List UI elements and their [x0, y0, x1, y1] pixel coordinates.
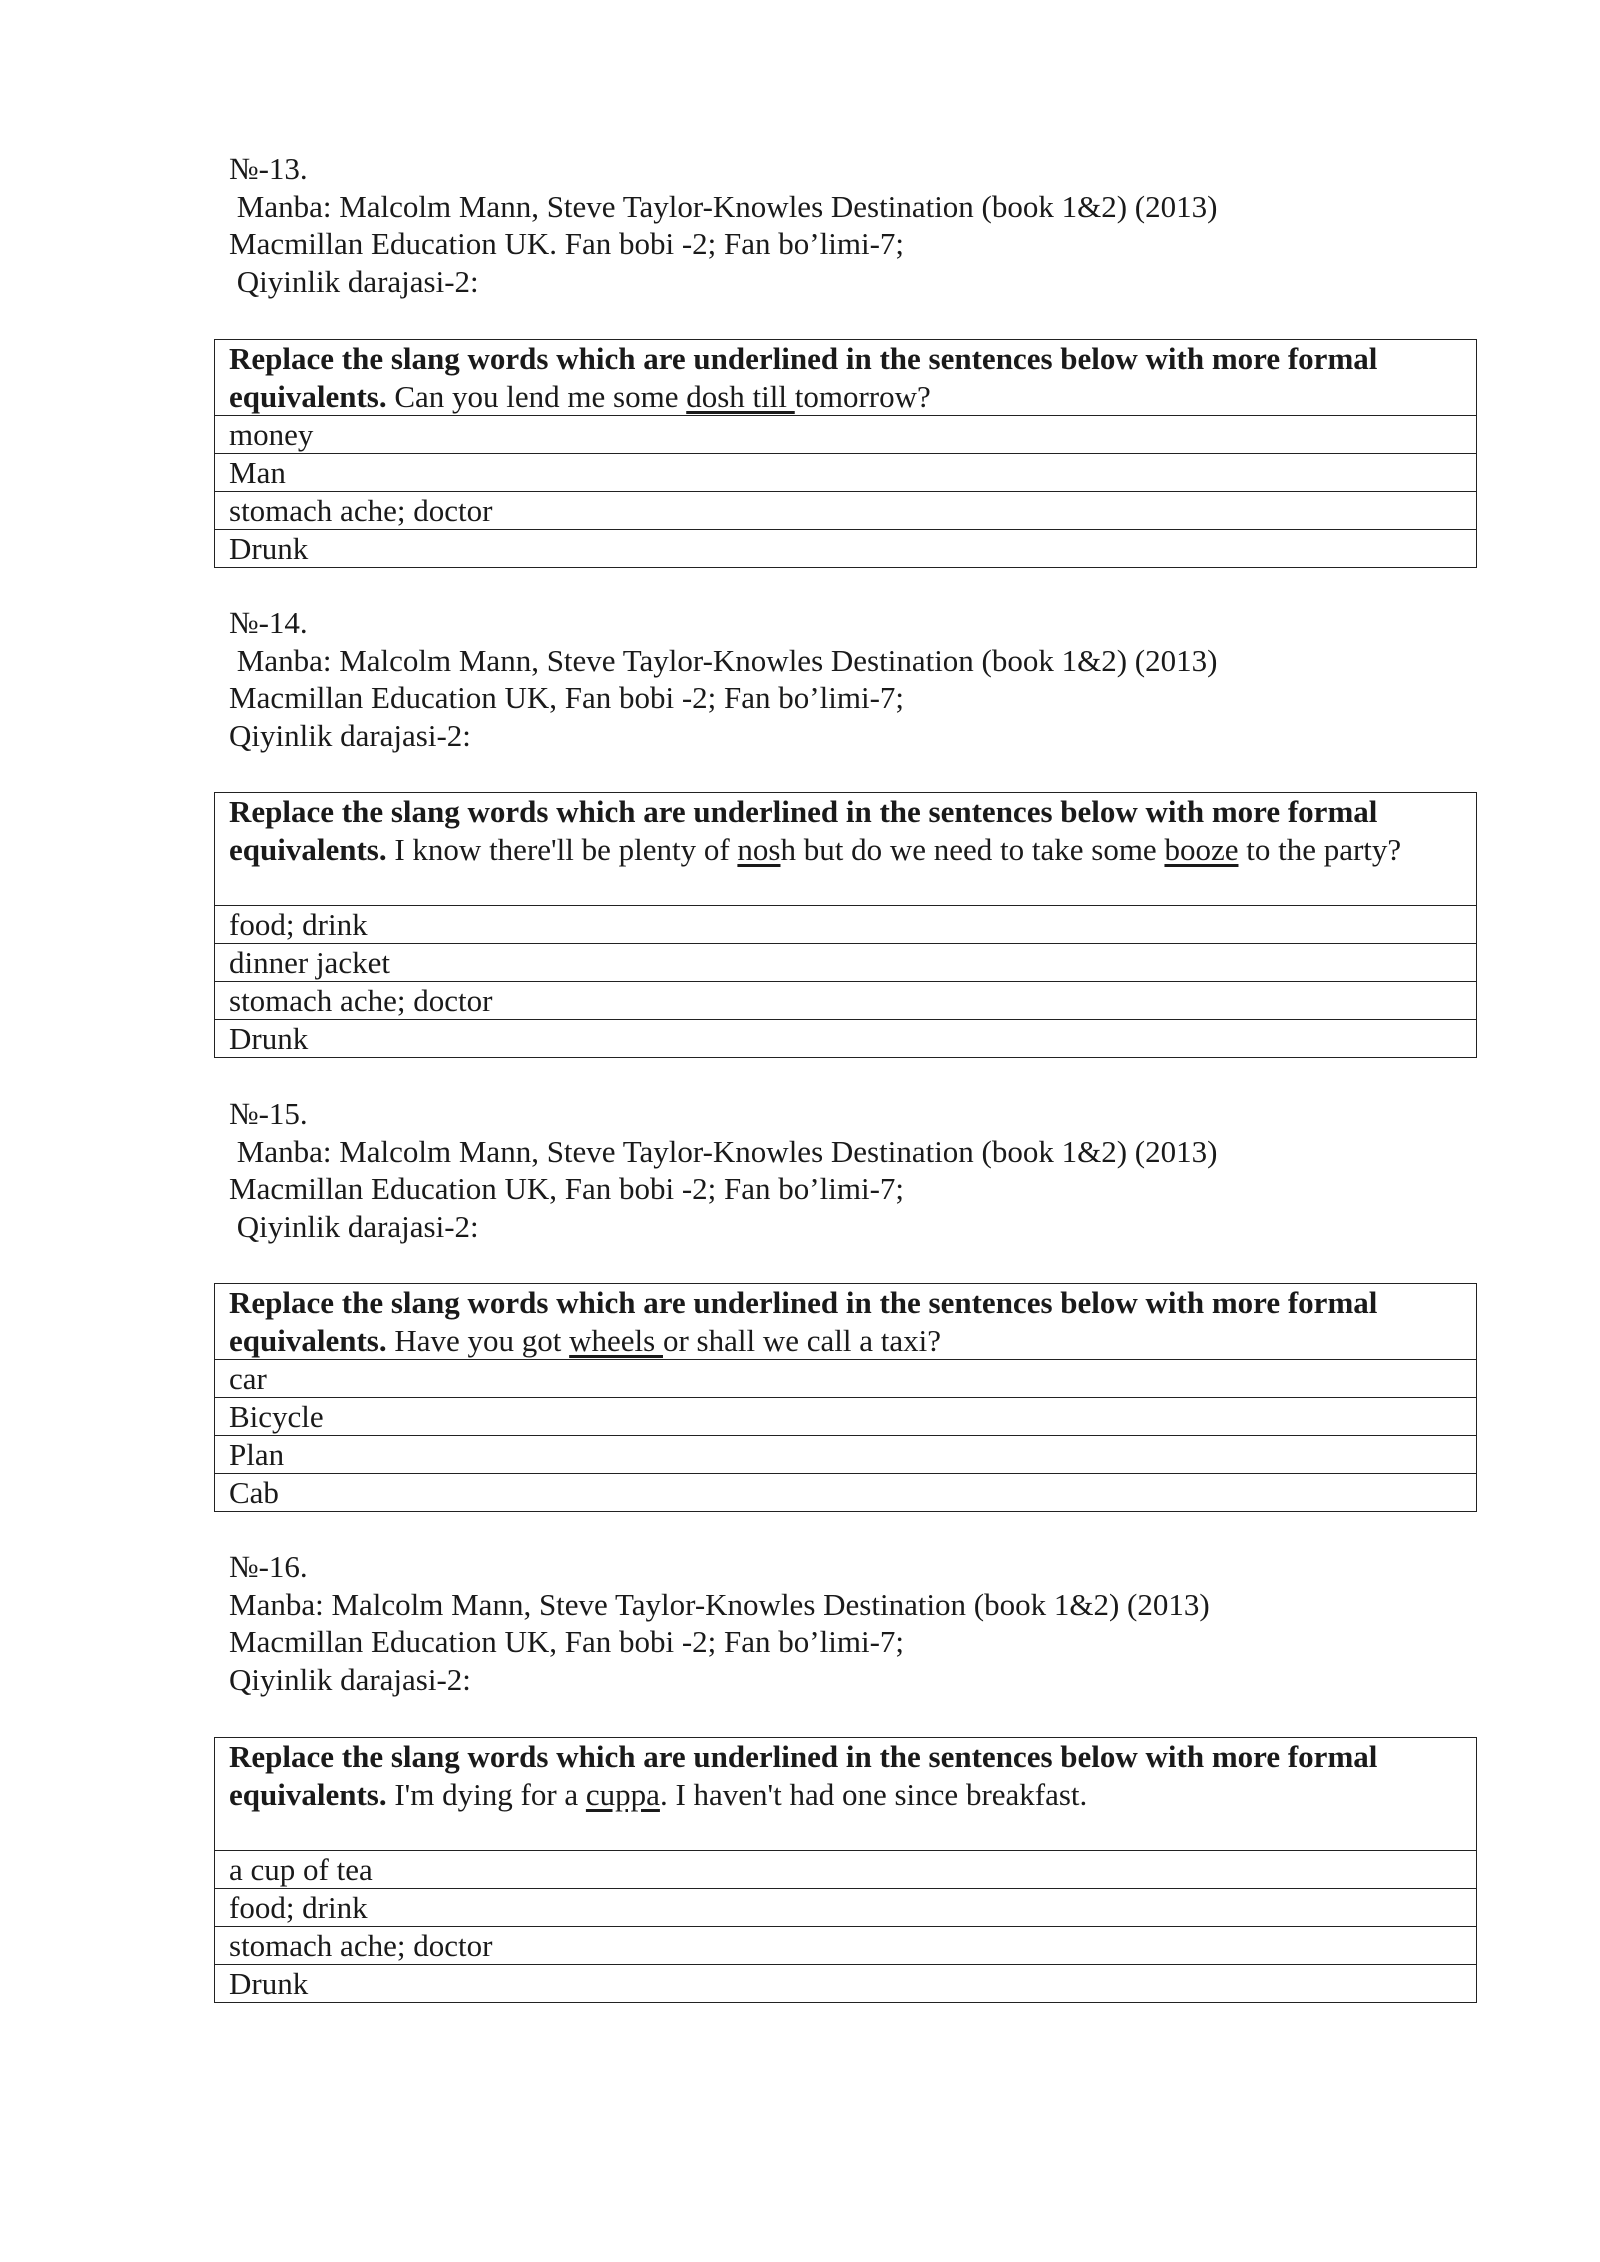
question-table — [214, 1737, 1477, 2003]
answer-option: Bicycle — [215, 1398, 1476, 1436]
source-line: Manba: Malcolm Mann, Steve Taylor-Knowles Destination (book 1&2) (2013) — [229, 188, 1218, 224]
source-line: Macmillan Education UK, Fan bobi -2; Fan bo’limi-7; — [229, 680, 905, 715]
answer-option: Plan — [215, 1436, 1476, 1474]
answer-option: food; drink — [215, 906, 1476, 944]
answer-option: car — [215, 1360, 1476, 1398]
answer-option: a cup of tea — [215, 1851, 1476, 1889]
source-line: Macmillan Education UK, Fan bobi -2; Fan bo’limi-7; — [229, 1171, 905, 1206]
question-table — [214, 792, 1477, 1058]
sentence-part: Have you got — [386, 1322, 570, 1358]
question-prompt — [215, 340, 1476, 416]
answer-option: money — [215, 416, 1476, 454]
question-number: №-15. — [229, 1096, 308, 1131]
sentence-part: I know there'll be plenty of — [386, 831, 738, 867]
answer-option: Drunk — [229, 531, 309, 566]
answer-option: food; drink — [215, 1889, 1476, 1927]
source-line: Macmillan Education UK, Fan bobi -2; Fan bo’limi-7; — [229, 1624, 905, 1659]
source-line: Macmillan Education UK. Fan bobi -2; Fan bo’limi-7; — [229, 226, 905, 261]
question-instruction: Replace the slang words which are underlined in the sentences below with more formal equivalents. — [229, 1739, 1378, 1812]
answer-option: stomach ache; doctor — [215, 1927, 1476, 1965]
difficulty-level: Qiyinlik darajasi-2: — [229, 263, 479, 299]
question-number: №-14. — [229, 605, 308, 640]
question-instruction: Replace the slang words which are underlined in the sentences below with more formal equivalents. — [229, 794, 1378, 867]
question-meta — [229, 604, 1479, 754]
answer-option: Cab — [229, 1475, 279, 1510]
question-table — [214, 339, 1477, 568]
sentence-part: Can you lend me some — [386, 378, 687, 414]
difficulty-level: Qiyinlik darajasi-2: — [229, 1661, 471, 1697]
sentence-part: to the party? — [1238, 831, 1402, 867]
sentence-part: h but do we need to take some — [780, 831, 1165, 867]
underlined-slang: booze — [1164, 831, 1239, 867]
answer-option: Man — [215, 454, 1476, 492]
difficulty-level: Qiyinlik darajasi-2: — [229, 717, 471, 753]
question-prompt — [215, 1738, 1476, 1851]
underlined-slang: nos — [737, 831, 781, 867]
answer-option: Drunk — [229, 1021, 309, 1056]
question-meta — [229, 1095, 1479, 1245]
question-meta — [229, 1548, 1479, 1698]
question-instruction: Replace the slang words which are underlined in the sentences below with more formal equivalents. — [229, 341, 1378, 414]
underlined-slang: wheels — [569, 1322, 663, 1358]
question-instruction: Replace the slang words which are underlined in the sentences below with more formal equivalents. — [229, 1285, 1378, 1358]
sentence-part: I'm dying for a — [386, 1776, 586, 1812]
sentence-part: or shall we call a taxi? — [662, 1322, 942, 1358]
question-number: №-16. — [229, 1549, 308, 1584]
answer-option: Drunk — [229, 1966, 309, 2001]
underlined-slang: cuppa — [585, 1776, 660, 1812]
question-table — [214, 1283, 1477, 1512]
difficulty-level: Qiyinlik darajasi-2: — [229, 1208, 479, 1244]
question-number: №-13. — [229, 151, 308, 186]
question-prompt — [215, 793, 1476, 906]
source-line: Manba: Malcolm Mann, Steve Taylor-Knowles Destination (book 1&2) (2013) — [229, 1133, 1218, 1169]
question-meta — [229, 150, 1479, 300]
answer-option: stomach ache; doctor — [215, 492, 1476, 530]
source-line: Manba: Malcolm Mann, Steve Taylor-Knowles Destination (book 1&2) (2013) — [229, 642, 1218, 678]
sentence-part: tomorrow? — [794, 378, 931, 414]
answer-option: dinner jacket — [215, 944, 1476, 982]
sentence-part: . I haven't had one since breakfast. — [659, 1776, 1088, 1812]
question-prompt — [215, 1284, 1476, 1360]
answer-option: stomach ache; doctor — [215, 982, 1476, 1020]
underlined-slang: dosh till — [686, 378, 795, 414]
source-line: Manba: Malcolm Mann, Steve Taylor-Knowles Destination (book 1&2) (2013) — [229, 1586, 1210, 1622]
